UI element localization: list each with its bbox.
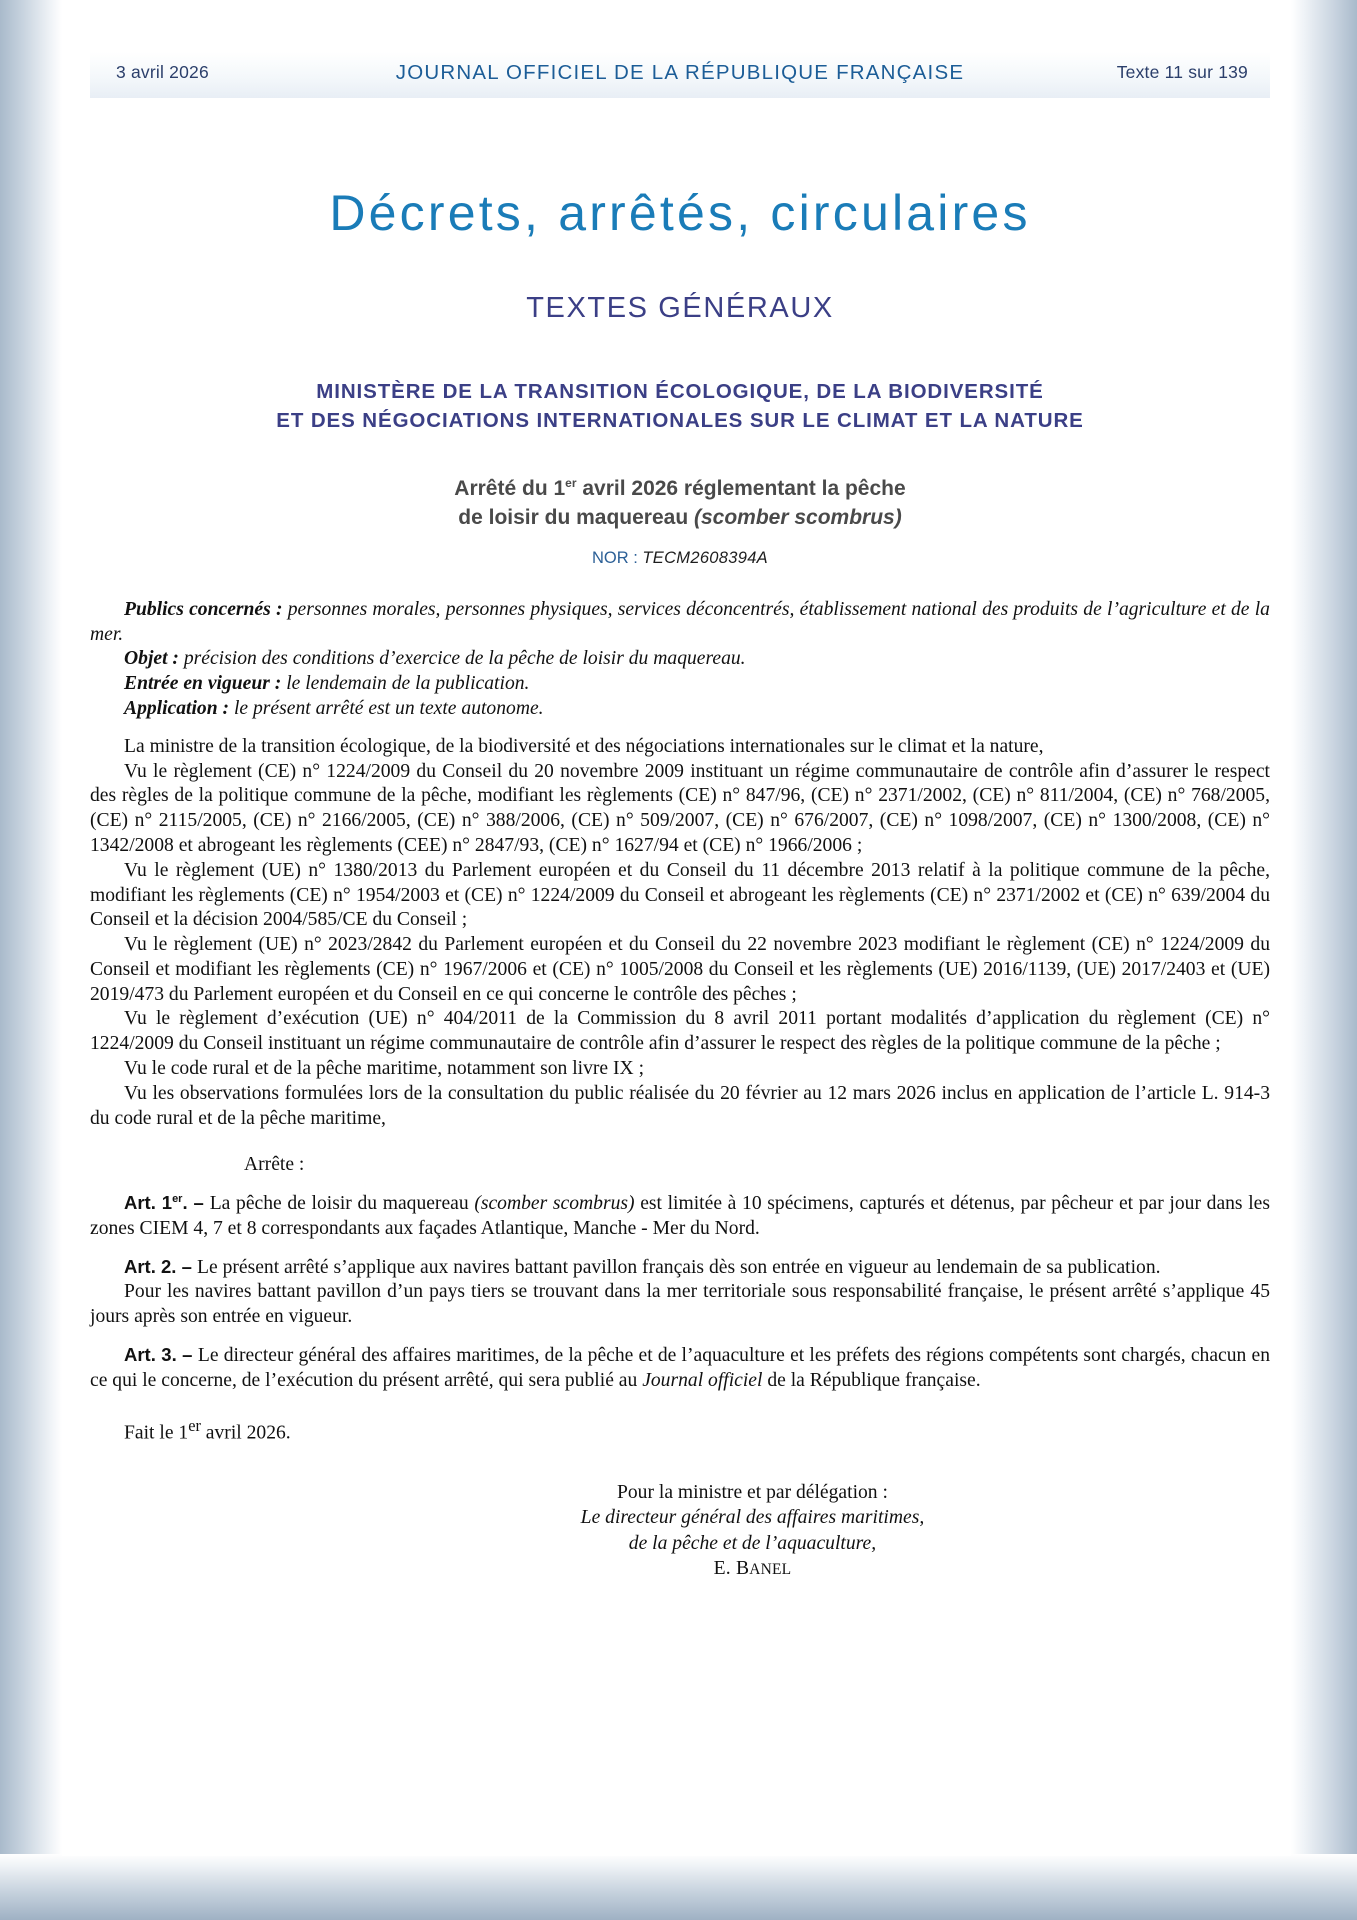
lead-entree-value: le lendemain de la publication.	[281, 673, 530, 695]
vu-item-1: Vu le règlement (CE) n° 1224/2009 du Conseil du 20 novembre 2009 instituant un régime communautaire de contrôle afin d’assurer le respect des règles de la politique commune de la pêche, modifiant les règlements (CE) n° 847/96, (CE) n° 2371/2002, (CE) n° 811/2004, (CE) n° 768/2005, (CE) n° 2115/2005, (CE) n° 2166/2005, (CE) n° 388/2006, (CE) n° 509/2007, (CE) n° 676/2007, (CE) n° 1098/2007, (CE) n° 1300/2008, (CE) n° 1342/2008 et abrogeant les règlements (CEE) n° 2847/93, (CE) n° 1627/94 et (CE) n° 1966/2006 ;	[90, 760, 1270, 856]
journal-officiel-reference: Journal officiel	[642, 1369, 763, 1391]
running-head	[90, 52, 1270, 98]
species-name: (scomber scombrus)	[474, 1193, 635, 1215]
minister-statement: La ministre de la transition écologique, de la biodiversité et des négociations internationales sur le climat et la nature,	[124, 735, 1044, 757]
page-sheet	[62, 0, 1291, 1856]
spacer	[90, 1178, 1270, 1191]
arrete-keyword: Arrête :	[244, 1154, 305, 1176]
ministry-line-2: ET DES NÉGOCIATIONS INTERNATIONALES SUR LE CLIMAT ET LA NATURE	[276, 409, 1084, 433]
document-body	[90, 598, 1270, 1446]
signer-role-line-1: Le directeur général des affaires maritimes,	[580, 1507, 925, 1529]
vu-item-3: Vu le règlement (UE) n° 2023/2842 du Parlement européen et du Conseil du 22 novembre 2023 modifiant le règlement (CE) n° 1224/2009 du Conseil et modifiant les règlements (CE) n° 1967/2006 et (CE) n° 1005/2008 du Conseil et les règlements (UE) 2016/1139, (UE) 2017/2403 et (UE) 2019/473 du Parlement européen et du Conseil en ce qui concerne le contrôle des pêches ;	[90, 934, 1270, 1005]
journal-name: JOURNAL OFFICIEL DE LA RÉPUBLIQUE FRANÇAISE	[395, 61, 965, 84]
arrete-title-line-2: de loisir du maquereau (scomber scombrus)	[458, 505, 902, 529]
signer-name: E. BANEL	[713, 1558, 792, 1580]
signature-block	[90, 1480, 1214, 1582]
article-1-text-a: La pêche de loisir du maquereau	[209, 1193, 475, 1215]
vu-item-2: Vu le règlement (UE) n° 1380/2013 du Parlement européen et du Conseil du 11 décembre 2013 relatif à la politique commune de la pêche, modifiant les règlements (CE) n° 1954/2003 et (CE) n° 1224/2009 du Conseil et abrogeant les règlements (CE) n° 2371/2002 et (CE) n° 639/2004 du Conseil et la décision 2004/585/CE du Conseil ;	[90, 859, 1270, 931]
text-folio: Texte 11 sur 139	[1116, 62, 1248, 82]
ordinal-suffix: er	[565, 476, 577, 491]
ministry-line-1: MINISTÈRE DE LA TRANSITION ÉCOLOGIQUE, DE LA BIODIVERSITÉ	[316, 380, 1044, 403]
article-3-text-b: de la République française.	[762, 1369, 981, 1391]
lead-application	[90, 697, 1270, 722]
page-edge-shadow-bottom	[0, 1854, 1357, 1920]
publication-date: 3 avril 2026	[116, 62, 209, 82]
species-name: (scomber scombrus)	[694, 505, 902, 529]
fait-le-line: Fait le 1er avril 2026.	[124, 1415, 291, 1444]
nor-code: TECM2608394A	[642, 548, 768, 567]
article-3	[90, 1343, 1270, 1394]
spacer	[90, 1330, 1270, 1343]
article-2-paragraph-2: Pour les navires battant pavillon d’un pays tiers se trouvant dans la mer territoriale sous responsabilité française, le présent arrêté s’applique 45 jours après son entrée en vigueur.	[90, 1281, 1270, 1328]
signature-inner	[581, 1480, 925, 1582]
lead-objet-value: précision des conditions d’exercice de la pêche de loisir du maquereau.	[178, 648, 746, 670]
delegation-line: Pour la ministre et par délégation :	[616, 1481, 888, 1503]
page-content	[90, 0, 1270, 1582]
lead-publics	[90, 598, 1270, 648]
lead-application-value: le présent arrêté est un texte autonome.	[229, 698, 544, 720]
vu-item-6: Vu les observations formulées lors de la consultation du public réalisée du 20 février au 12 mars 2026 inclus en application de l’article L. 914-3 du code rural et de la pêche maritime,	[90, 1082, 1270, 1129]
article-1-text-b: est limitée à 10 spécimens, capturés et détenus, par pêcheur et par jour dans les zones CIEM 4, 7 et 8 correspondants aux façades Atlantique, Manche - Mer du Nord.	[90, 1193, 1270, 1239]
page-edge-shadow-left	[0, 0, 62, 1920]
article-2-label: Art. 2. –	[124, 1255, 197, 1277]
article-2	[90, 1255, 1270, 1281]
lead-entree-key: Entrée en vigueur :	[124, 673, 282, 695]
article-1-label: Art. 1er. –	[124, 1192, 210, 1214]
ordinal-suffix: er	[188, 1415, 201, 1435]
lead-objet	[90, 647, 1270, 672]
spacer	[90, 1131, 1270, 1153]
article-3-label: Art. 3. –	[124, 1344, 198, 1365]
article-1	[90, 1191, 1270, 1242]
lead-publics-value: personnes morales, personnes physiques, services déconcentrés, établissement national des produits de l’agriculture et de la mer.	[90, 598, 1270, 645]
ministry-heading	[90, 377, 1270, 435]
signer-role-line-2: de la pêche et de l’aquaculture,	[628, 1532, 877, 1554]
vu-item-5: Vu le code rural et de la pêche maritime, notamment son livre IX ;	[124, 1057, 645, 1079]
section-title: TEXTES GÉNÉRAUX	[526, 292, 834, 324]
nor-label: NOR :	[591, 548, 643, 567]
page-edge-shadow-right	[1291, 0, 1357, 1920]
nor-line	[90, 549, 1270, 568]
lead-application-key: Application :	[124, 698, 230, 720]
spacer	[90, 1242, 1270, 1255]
spacer	[90, 1394, 1270, 1416]
lead-entree-en-vigueur	[90, 672, 1270, 697]
ordinal-suffix: er	[172, 1192, 183, 1205]
article-3-text-a: Le directeur général des affaires maritimes, de la pêche et de l’aquaculture et les préfets des régions compétents sont chargés, chacun en ce qui le concerne, de l’exécution du présent arrêté, qui sera publié au	[90, 1345, 1270, 1391]
page-title: Décrets, arrêtés, circulaires	[329, 185, 1031, 241]
arrete-title	[90, 475, 1270, 532]
arrete-title-line-1: Arrêté du 1er avril 2026 réglementant la pêche	[454, 476, 906, 501]
vu-item-4: Vu le règlement d’exécution (UE) n° 404/2011 de la Commission du 8 avril 2011 portant modalités d’application du règlement (CE) n° 1224/2009 du Conseil instituant un régime communautaire de contrôle afin d’assurer le respect des règles de la politique commune de la pêche ;	[90, 1008, 1270, 1055]
lead-objet-key: Objet :	[124, 648, 179, 670]
lead-publics-key: Publics concernés :	[124, 598, 283, 620]
spacer	[90, 722, 1270, 735]
article-2-text: Le présent arrêté s’applique aux navires battant pavillon français dès son entrée en vigueur au lendemain de sa publication.	[197, 1256, 1161, 1278]
